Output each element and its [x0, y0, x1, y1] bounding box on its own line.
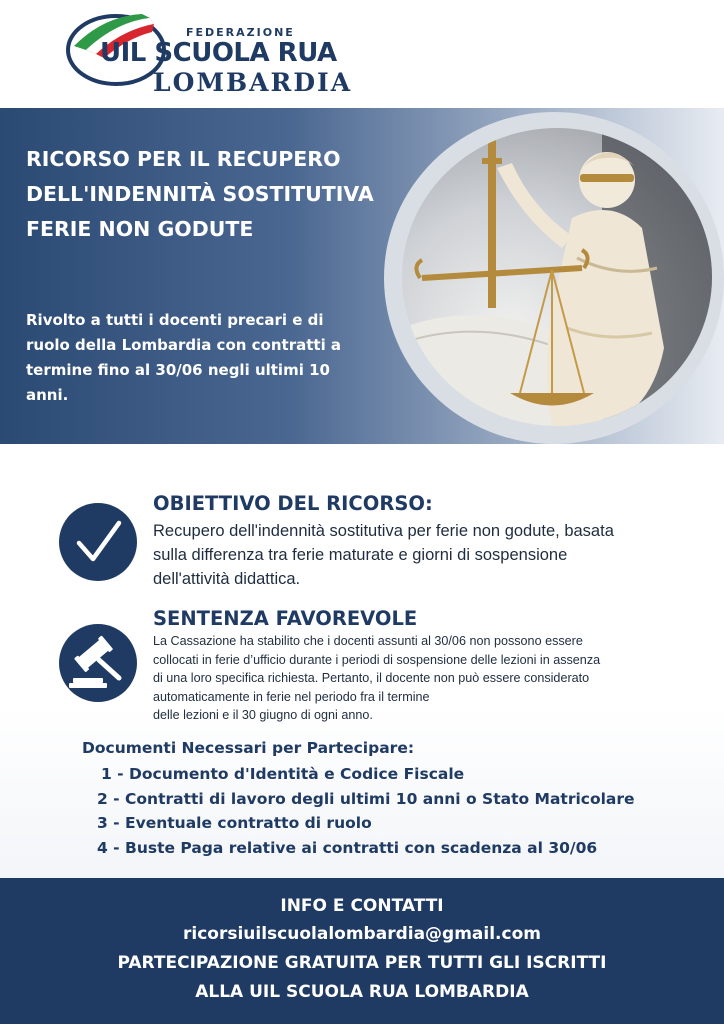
- obiettivo-text: Recupero dell'indennità sostitutiva per ferie non godute, basata sulla differenza tra ferie maturate e giorni di sospensione dell'attività didattica.: [153, 522, 614, 588]
- documents-list: [97, 762, 635, 860]
- contact-email-link[interactable]: ricorsiuilscuolalombardia@gmail.com: [183, 924, 541, 944]
- checkmark-icon: [59, 503, 137, 581]
- checkmark-badge: [59, 503, 137, 581]
- obiettivo-title: OBIETTIVO DEL RICORSO:: [153, 492, 433, 515]
- hero-subtitle: Rivolto a tutti i docenti precari e di ruolo della Lombardia con contratti a termine fino al 30/06 negli ultimi 10 anni.: [26, 311, 342, 404]
- logo-federazione: FEDERAZIONE: [186, 26, 295, 39]
- sentenza-text: [153, 632, 698, 725]
- sentenza-line: collocati in ferie d’ufficio durante i periodi di sospensione delle lezioni in assenza: [153, 652, 601, 667]
- gavel-badge: [59, 624, 137, 702]
- sentenza-line: La Cassazione ha stabilito che i docenti assunti al 30/06 non possono essere: [153, 634, 583, 648]
- sentenza-line: delle lezioni e il 30 giugno di ogni anno.: [153, 708, 373, 723]
- lady-justice-illustration: [402, 128, 712, 426]
- document-item: 4 - Buste Paga relative ai contratti con scadenza al 30/06: [97, 838, 598, 857]
- hero-title: RICORSO PER IL RECUPERO DELL'INDENNITÀ SOSTITUTIVA FERIE NON GODUTE: [26, 147, 374, 241]
- footer-contacts: [0, 878, 724, 1024]
- logo-region: LOMBARDIA: [153, 68, 353, 97]
- uil-logo: [64, 6, 354, 102]
- logo-name: UIL SCUOLA RUA: [100, 38, 337, 68]
- footer-heading: INFO E CONTATTI: [280, 896, 444, 916]
- sentenza-title: SENTENZA FAVOREVOLE: [153, 607, 418, 630]
- document-item: 1 - Documento d'Identità e Codice Fiscale: [101, 765, 465, 783]
- footer-union: ALLA UIL SCUOLA RUA LOMBARDIA: [195, 982, 529, 1002]
- documents-title: Documenti Necessari per Partecipare:: [82, 739, 415, 757]
- document-item: 3 - Eventuale contratto di ruolo: [97, 814, 372, 832]
- gavel-icon: [59, 624, 137, 702]
- document-item: 2 - Contratti di lavoro degli ultimi 10 anni o Stato Matricolare: [97, 789, 635, 808]
- footer-participation: PARTECIPAZIONE GRATUITA PER TUTTI GLI ISCRITTI: [117, 953, 607, 973]
- sentenza-line: automaticamente in ferie nel periodo fra il termine: [153, 689, 430, 704]
- sentenza-line: di una loro specifica richiesta. Pertanto, il docente non può essere considerato: [153, 671, 590, 686]
- justice-statue-photo: [402, 128, 712, 426]
